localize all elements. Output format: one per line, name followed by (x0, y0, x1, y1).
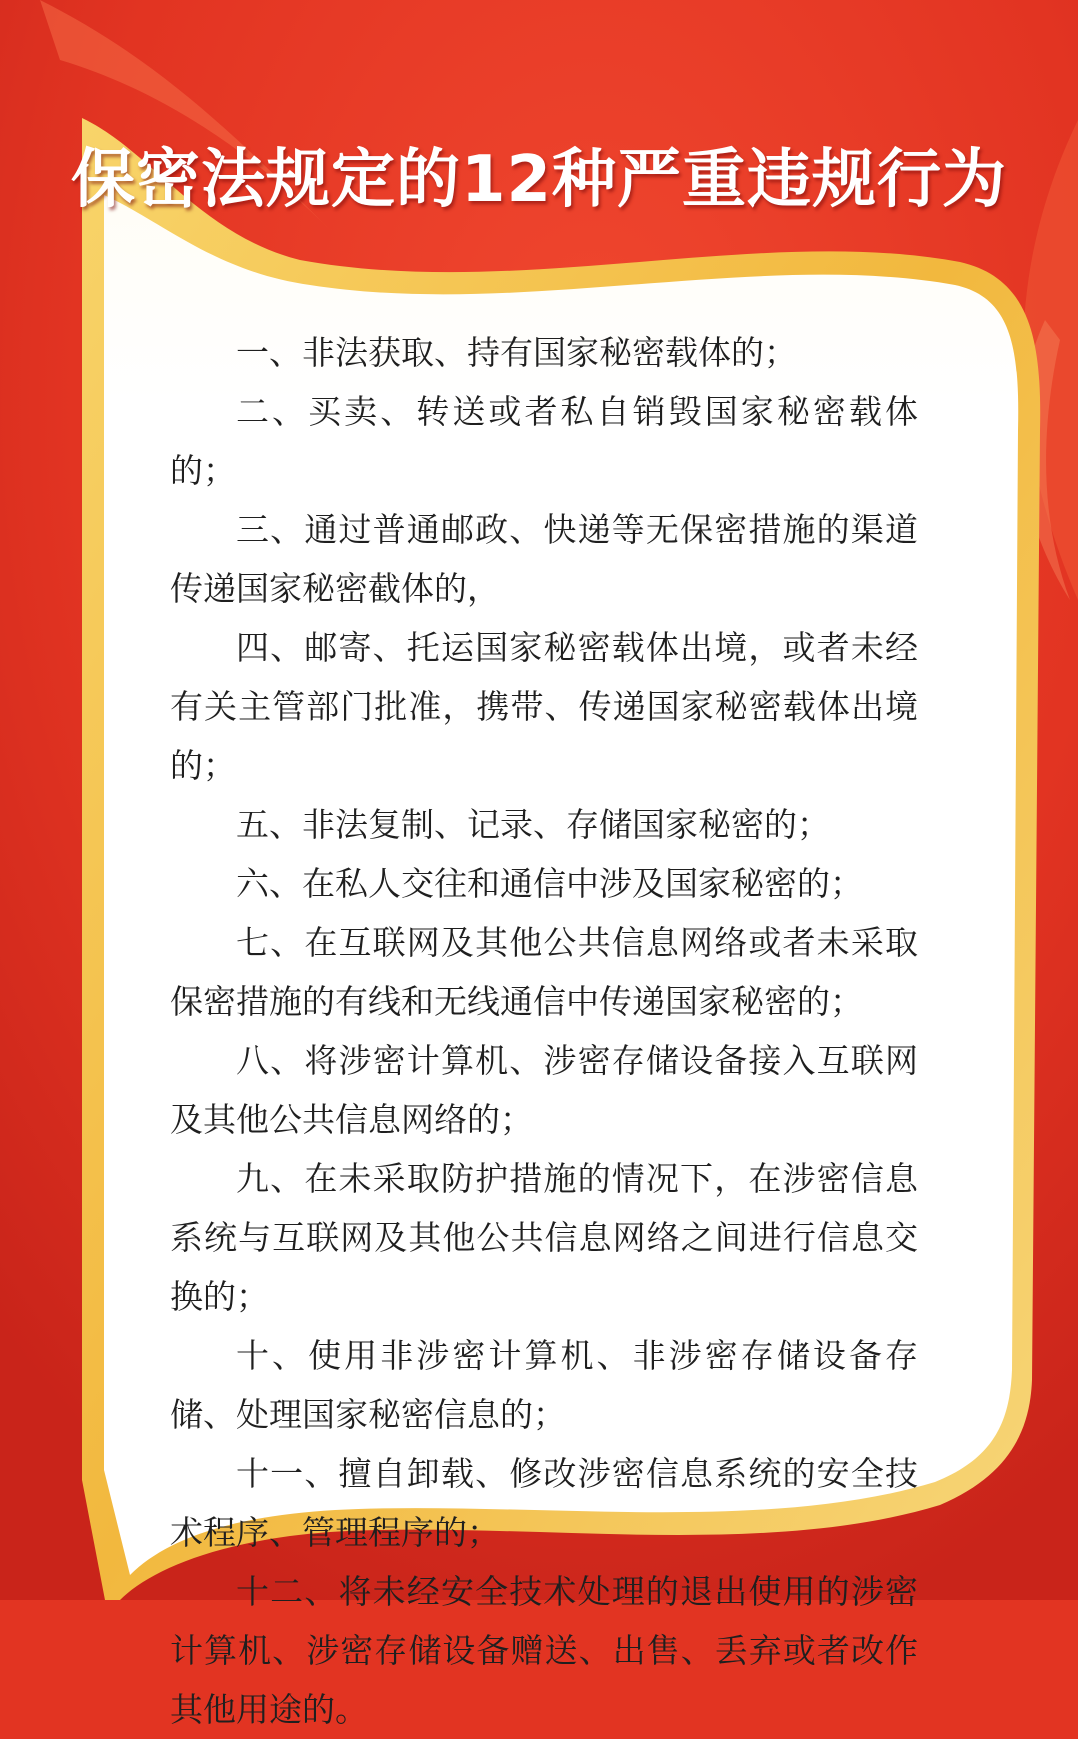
list-item-12: 十二、将未经安全技术处理的退出使用的涉密计算机、涉密存储设备赠送、出售、丢弃或者改作其他用途的。 (170, 1572, 918, 1729)
list-item-5: 五、非法复制、记录、存储国家秘密的； (236, 805, 830, 844)
list-item-4: 四、邮寄、托运国家秘密载体出境，或者未经有关主管部门批准，携带、传递国家秘密载体出境的； (170, 628, 918, 785)
list-item-6: 六、在私人交往和通信中涉及国家秘密的； (236, 864, 863, 903)
violations-list (170, 323, 918, 1739)
list-item-10: 十、使用非涉密计算机、非涉密存储设备存储、处理国家秘密信息的； (170, 1336, 918, 1434)
list-item-3: 三、通过普通邮政、快递等无保密措施的渠道传递国家秘密截体的， (170, 510, 918, 608)
list-item-8: 八、将涉密计算机、涉密存储设备接入互联网及其他公共信息网络的； (170, 1041, 918, 1139)
list-item-2: 二、买卖、转送或者私自销毁国家秘密载体的； (170, 392, 918, 490)
list-item-11: 十一、擅自卸载、修改涉密信息系统的安全技术程序、管理程序的； (170, 1454, 918, 1552)
list-item-9: 九、在未采取防护措施的情况下，在涉密信息系统与互联网及其他公共信息网络之间进行信息交换的； (170, 1159, 918, 1316)
page-title: 保密法规定的12种严重违规行为 (70, 143, 1008, 217)
list-item-7: 七、在互联网及其他公共信息网络或者未采取保密措施的有线和无线通信中传递国家秘密的； (170, 923, 918, 1021)
list-item-1: 一、非法获取、持有国家秘密载体的； (236, 333, 797, 372)
